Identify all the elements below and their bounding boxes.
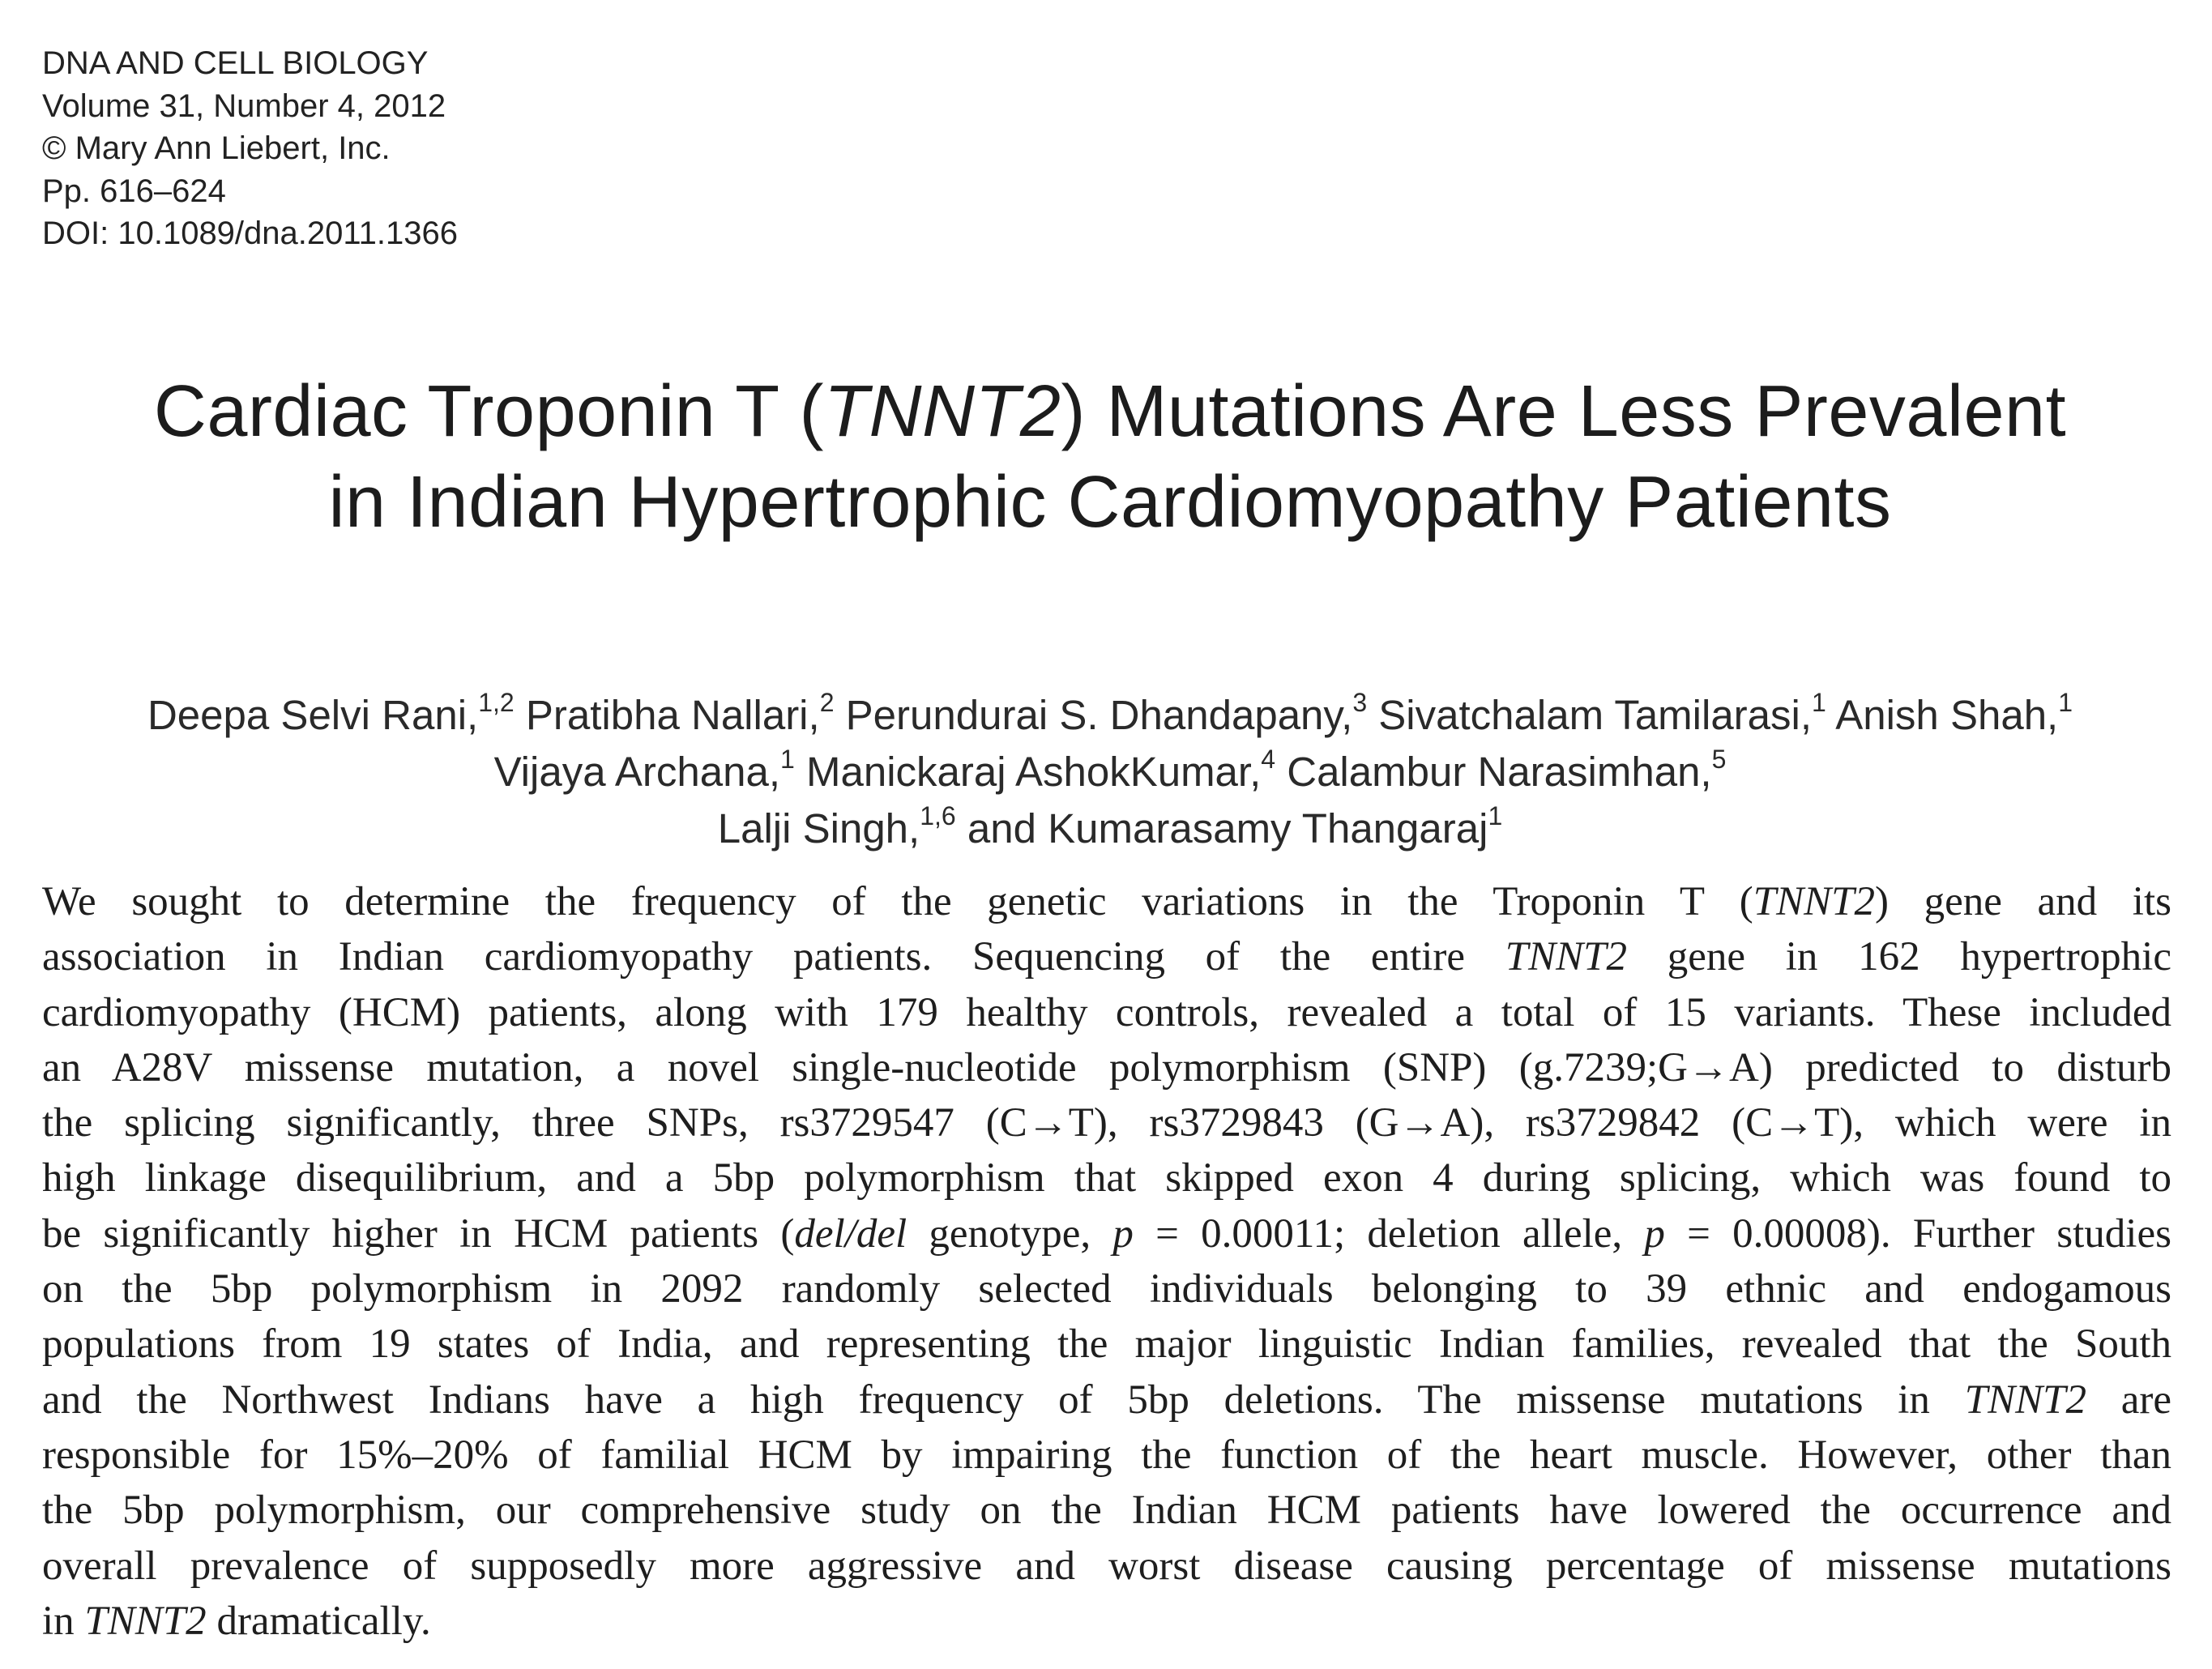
journal-name: DNA AND CELL BIOLOGY (42, 45, 429, 81)
p-value-symbol: p (1112, 1210, 1134, 1257)
author-name: and Kumarasamy Thangaraj (967, 805, 1488, 852)
title-text: Cardiac Troponin T ( (153, 371, 824, 452)
author-affiliation: 1 (1488, 801, 1503, 830)
author-list (49, 687, 2171, 857)
author-affiliation: 1 (2058, 688, 2073, 717)
abstract-text: association in Indian cardiomyopathy patients. Sequencing of the entire (42, 934, 1505, 980)
abstract-text: We sought to determine the frequency of the genetic variations in the Troponin T ( (42, 879, 1753, 924)
abstract-text: gene in 162 hypertrophic (1627, 934, 2171, 980)
author-affiliation: 1,6 (920, 801, 956, 830)
abstract-text: ) gene and its (1875, 879, 2171, 924)
abstract (42, 874, 2171, 1649)
author-name: Manickaraj AshokKumar, (806, 749, 1262, 795)
gene-name: TNNT2 (1505, 934, 1628, 980)
abstract-line: the splicing significantly, three SNPs, rs3729547 (C→T), rs3729843 (G→A), rs3729842 (C→T), which were in (42, 1100, 2171, 1146)
abstract-line (42, 1372, 2171, 1428)
title-text: ) Mutations Are Less Prevalent (1061, 371, 2067, 452)
author-affiliation: 4 (1261, 745, 1276, 774)
abstract-text: dramatically. (206, 1598, 431, 1644)
author-name: Perundurai S. Dhandapany, (845, 692, 1353, 738)
abstract-line: cardiomyopathy (HCM) patients, along with 179 healthy controls, revealed a total of 15 variants. These included (42, 989, 2171, 1035)
author-line-2 (49, 744, 2171, 800)
abstract-line: on the 5bp polymorphism in 2092 randomly selected individuals belonging to 39 ethnic and endogamous (42, 1266, 2171, 1313)
abstract-line (42, 929, 2171, 984)
abstract-line: populations from 19 states of India, and representing the major linguistic Indian families, revealed that the South (42, 1321, 2171, 1368)
abstract-line: overall prevalence of supposedly more aggressive and worst disease causing percentage of missense mutations (42, 1543, 2171, 1589)
author-affiliation: 3 (1352, 688, 1368, 717)
abstract-text: genotype, (907, 1210, 1113, 1257)
abstract-text: be significantly higher in HCM patients ( (42, 1210, 795, 1257)
gene-name: TNNT2 (823, 371, 1061, 452)
title-line-2: in Indian Hypertrophic Cardiomyopathy Patients (328, 462, 1892, 543)
abstract-line: the 5bp polymorphism, our comprehensive study on the Indian HCM patients have lowered the occurrence and (42, 1488, 2171, 1534)
journal-pages: Pp. 616–624 (42, 173, 226, 209)
author-line-1 (49, 687, 2171, 744)
author-affiliation: 5 (1711, 745, 1727, 774)
journal-volume: Volume 31, Number 4, 2012 (42, 88, 446, 124)
gene-name: TNNT2 (84, 1598, 207, 1644)
author-name: Calambur Narasimhan, (1287, 749, 1712, 795)
author-name: Deepa Selvi Rani, (147, 692, 479, 738)
abstract-text: in (42, 1598, 85, 1644)
abstract-line (42, 1206, 2171, 1261)
author-line-3 (49, 800, 2171, 857)
author-affiliation: 1 (1812, 688, 1826, 717)
abstract-text: are (2086, 1377, 2171, 1423)
genotype-term: del/del (794, 1210, 907, 1257)
author-affiliation: 1,2 (478, 688, 515, 717)
author-affiliation: 2 (819, 688, 835, 717)
journal-doi[interactable]: DOI: 10.1089/dna.2011.1366 (42, 216, 459, 251)
p-value-symbol: p (1644, 1210, 1665, 1257)
abstract-line: an A28V missense mutation, a novel single-nucleotide polymorphism (SNP) (g.7239;G→A) predicted to disturb (42, 1044, 2171, 1091)
title-line-1 (49, 366, 2171, 457)
author-name: Pratibha Nallari, (525, 692, 820, 738)
author-affiliation: 1 (780, 745, 795, 774)
abstract-line: responsible for 15%–20% of familial HCM by impairing the function of the heart muscle. However, other than (42, 1432, 2171, 1478)
abstract-text: and the Northwest Indians have a high frequency of 5bp deletions. The missense mutations in (42, 1377, 1965, 1423)
journal-header (42, 42, 458, 255)
author-name: Anish Shah, (1835, 692, 2059, 738)
author-name: Sivatchalam Tamilarasi, (1378, 692, 1813, 738)
author-name: Vijaya Archana, (493, 749, 781, 795)
paper-title (49, 366, 2171, 548)
abstract-text: = 0.00008). Further studies (1664, 1210, 2171, 1257)
gene-name: TNNT2 (1753, 879, 1876, 924)
abstract-line: high linkage disequilibrium, and a 5bp polymorphism that skipped exon 4 during splicing, which was found to (42, 1155, 2171, 1202)
author-name: Lalji Singh, (717, 805, 920, 852)
abstract-line (42, 874, 2171, 929)
journal-copyright: © Mary Ann Liebert, Inc. (42, 130, 391, 166)
gene-name: TNNT2 (1964, 1377, 2086, 1423)
abstract-text: = 0.00011; deletion allele, (1133, 1210, 1645, 1257)
abstract-line (42, 1594, 2171, 1649)
